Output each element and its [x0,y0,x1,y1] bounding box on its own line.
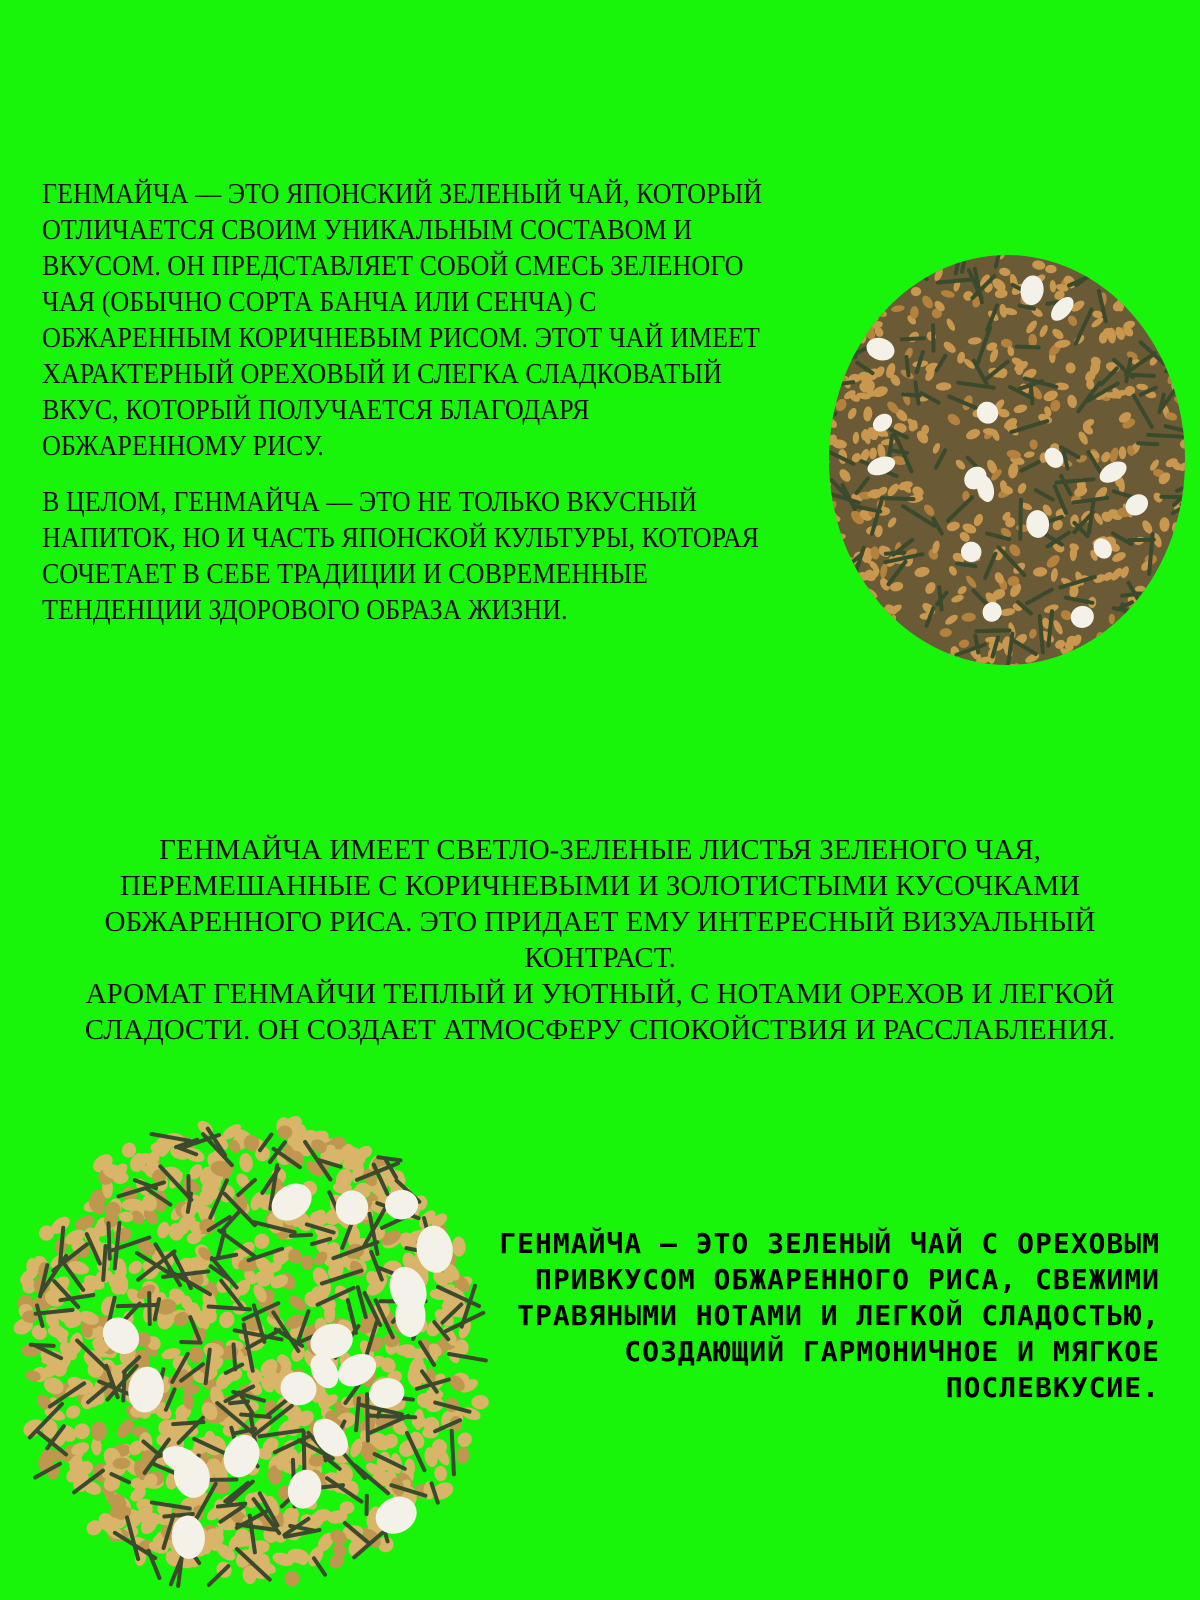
summary-text: ГЕНМАЙЧА — ЭТО ЗЕЛЕНЫЙ ЧАЙ С ОРЕХОВЫМ ПРИВКУСОМ ОБЖАРЕННОГО РИСА, СВЕЖИМИ ТРАВЯНЫМИ НОТАМИ И ЛЕГКОЙ СЛАДОСТЬЮ, СОЗДАЮЩИЙ ГАРМОНИЧНОЕ И МЯГКОЕ ПОСЛЕВКУСИЕ. [499,1227,1160,1404]
oval-photo-texture [822,250,1192,670]
summary-section [470,1226,1160,1406]
intro-section [42,176,780,464]
genmaicha-pile-photo-icon [0,1080,510,1600]
culture-section [42,484,780,628]
appearance-section [80,832,1120,1048]
appearance-paragraph-1: ГЕНМАЙЧА ИМЕЕТ СВЕТЛО-ЗЕЛЕНЫЕ ЛИСТЬЯ ЗЕЛЕНОГО ЧАЯ, ПЕРЕМЕШАННЫЕ С КОРИЧНЕВЫМИ И ЗОЛОТИСТЫМИ КУСОЧКАМИ ОБЖАРЕННОГО РИСА. ЭТО ПРИДАЕТ ЕМУ ИНТЕРЕСНЫЙ ВИЗУАЛЬНЫЙ КОНТРАСТ. [104,834,1096,974]
pile-photo-texture [11,1113,489,1588]
genmaicha-oval-photo-icon [822,250,1192,670]
intro-paragraph-2: В ЦЕЛОМ, ГЕНМАЙЧА — ЭТО НЕ ТОЛЬКО ВКУСНЫЙ НАПИТОК, НО И ЧАСТЬ ЯПОНСКОЙ КУЛЬТУРЫ, КОТОРАЯ СОЧЕТАЕТ В СЕБЕ ТРАДИЦИИ И СОВРЕМЕННЫЕ ТЕНДЕНЦИИ ЗДОРОВОГО ОБРАЗА ЖИЗНИ. [42,486,760,626]
intro-paragraph-1: ГЕНМАЙЧА — ЭТО ЯПОНСКИЙ ЗЕЛЕНЫЙ ЧАЙ, КОТОРЫЙ ОТЛИЧАЕТСЯ СВОИМ УНИКАЛЬНЫМ СОСТАВОМ И ВКУСОМ. ОН ПРЕДСТАВЛЯЕТ СОБОЙ СМЕСЬ ЗЕЛЕНОГО ЧАЯ (ОБЫЧНО СОРТА БАНЧА ИЛИ СЕНЧА) С ОБЖАРЕННЫМ КОРИЧНЕВЫМ РИСОМ. ЭТОТ ЧАЙ ИМЕЕТ ХАРАКТЕРНЫЙ ОРЕХОВЫЙ И СЛЕГКА СЛАДКОВАТЫЙ ВКУС, КОТОРЫЙ ПОЛУЧАЕТСЯ БЛАГОДАРЯ ОБЖАРЕННОМУ РИСУ. [42,178,763,462]
appearance-paragraph-2: АРОМАТ ГЕНМАЙЧИ ТЕПЛЫЙ И УЮТНЫЙ, С НОТАМИ ОРЕХОВ И ЛЕГКОЙ СЛАДОСТИ. ОН СОЗДАЕТ АТМОСФЕРУ СПОКОЙСТВИЯ И РАССЛАБЛЕНИЯ. [84,978,1116,1046]
